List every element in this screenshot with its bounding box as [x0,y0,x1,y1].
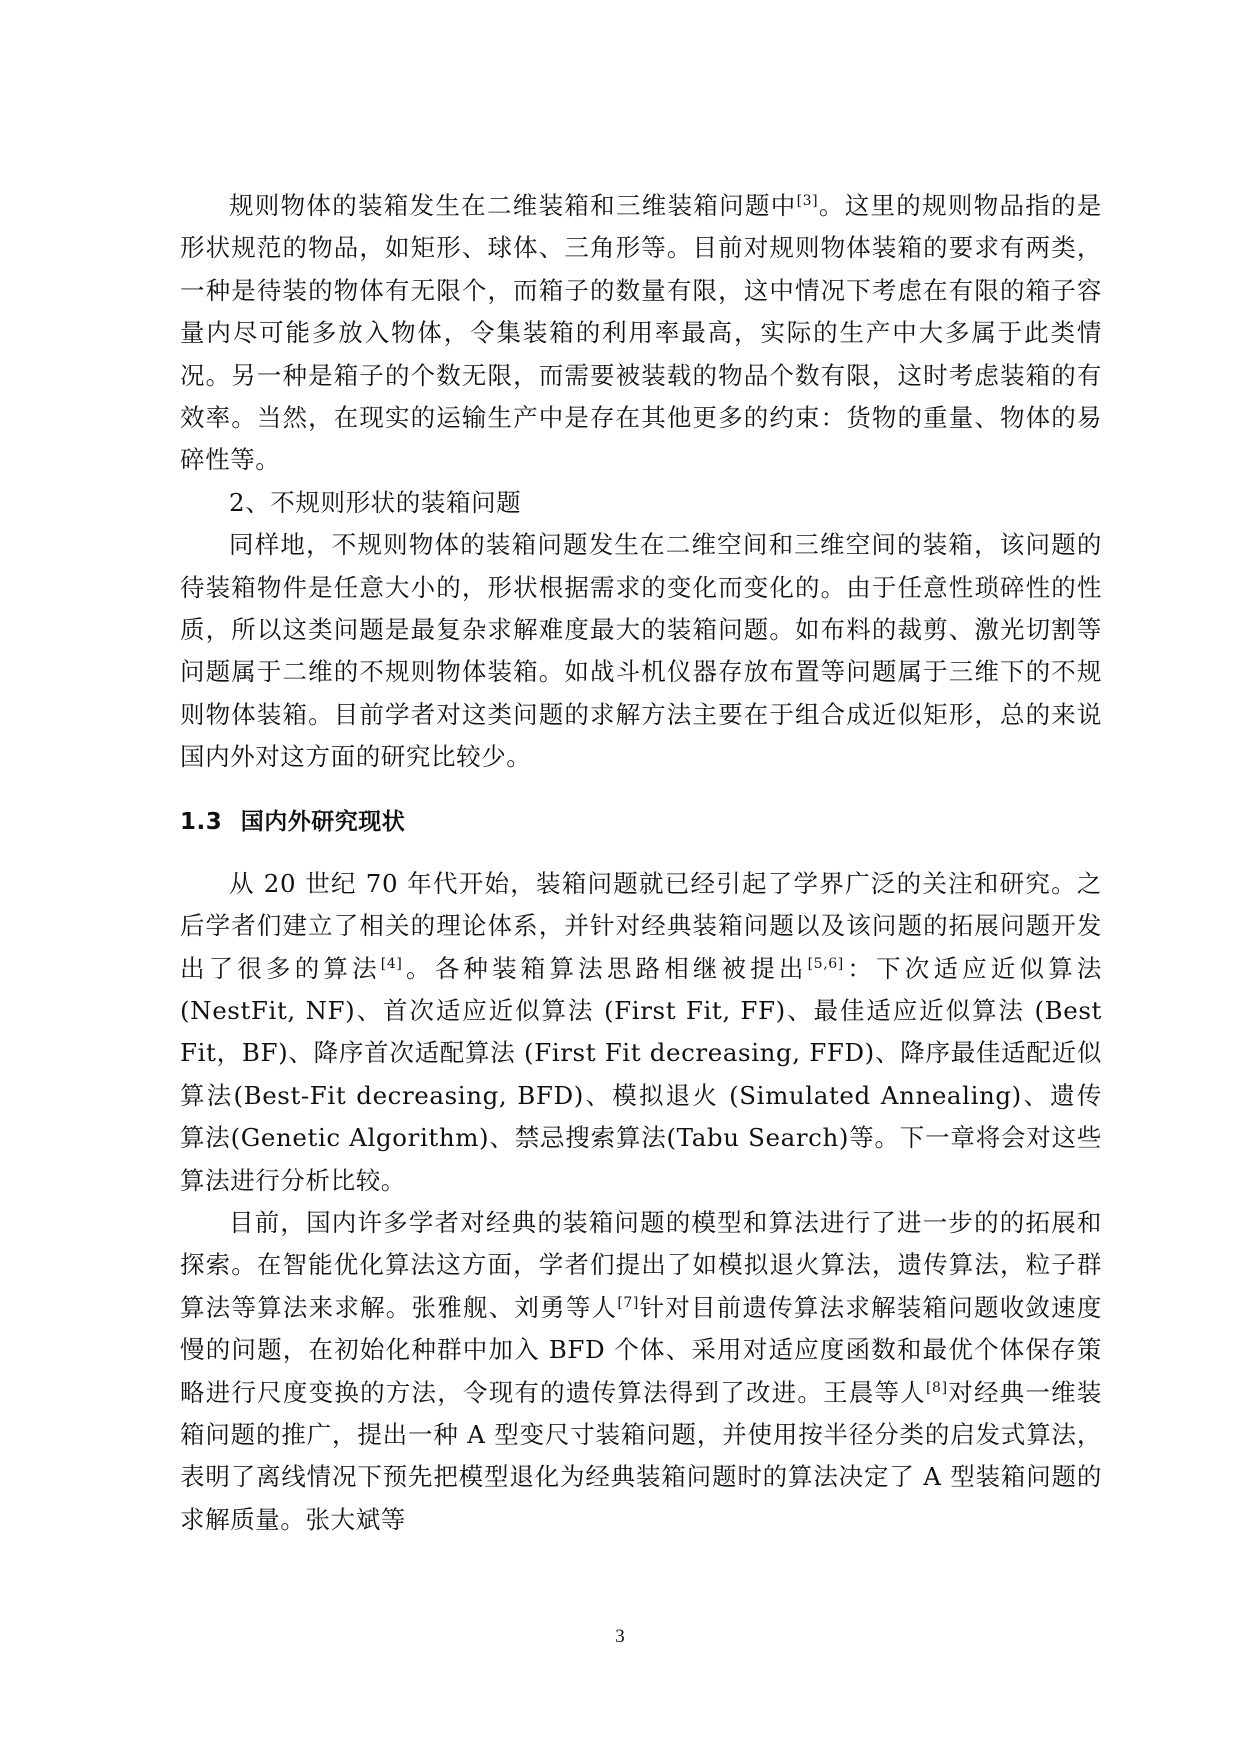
section-title: 国内外研究现状 [240,808,406,835]
citation-ref: [5,6] [807,955,844,972]
citation-ref: [7] [617,1294,639,1311]
document-page [180,185,1102,1541]
body-text-block-2 [180,863,1102,1542]
citation-ref: [4] [380,955,403,972]
paragraph-p4: 从 20 世纪 70 年代开始，装箱问题就已经引起了学界广泛的关注和研究。之后学者们建立了相关的理论体系，并针对经典装箱问题以及该问题的拓展问题开发出了很多的算法[4]。各种装箱算法思路相继被提出[5,6]：下次适应近似算法(NestFit, NF)、首次适应近似算法 (First Fit, FF)、最佳适应近似算法 (Best Fit，BF)、降序首次适配算法 (First Fit decreasing, FFD)、降序最佳适配近似算法(Best-Fit decreasing, BFD)、模拟退火 (Simulated Annealing)、遗传算法(Genetic Algorithm)、禁忌搜索算法(Tabu Search)等。下一章将会对这些算法进行分析比较。 [180,868,1102,1195]
paragraph-p5: 目前，国内许多学者对经典的装箱问题的模型和算法进行了进一步的的拓展和探索。在智能优化算法这方面，学者们提出了如模拟退火算法，遗传算法，粒子群算法等算法来求解。张雅舰、刘勇等人[7]针对目前遗传算法求解装箱问题收敛速度慢的问题，在初始化种群中加入 BFD 个体、采用对适应度函数和最优个体保存策略进行尺度变换的方法，令现有的遗传算法得到了改进。王晨等人[8]对经典一维装箱问题的推广，提出一种 A 型变尺寸装箱问题，并使用按半径分类的启发式算法，表明了离线情况下预先把模型退化为经典装箱问题时的算法决定了 A 型装箱问题的求解质量。张大斌等 [180,1207,1102,1534]
citation-ref: [3] [796,193,819,209]
body-text-block-1 [180,185,1102,779]
section-heading [180,801,1102,843]
paragraph-p1: 规则物体的装箱发生在二维装箱和三维装箱问题中[3]。这里的规则物品指的是形状规范的物品，如矩形、球体、三角形等。目前对规则物体装箱的要求有两类，一种是待装的物体有无限个，而箱子的数量有限，这中情况下考虑在有限的箱子容量内尽可能多放入物体，令集装箱的利用率最高，实际的生产中大多属于此类情况。另一种是箱子的个数无限，而需要被装载的物品个数有限，这时考虑装箱的有效率。当然，在现实的运输生产中是存在其他更多的约束：货物的重量、物体的易碎性等。 [180,191,1102,475]
paragraph-p3: 同样地，不规则物体的装箱问题发生在二维空间和三维空间的装箱，该问题的待装箱物件是任意大小的，形状根据需求的变化而变化的。由于任意性琐碎性的性质，所以这类问题是最复杂求解难度最大的装箱问题。如布料的裁剪、激光切割等问题属于二维的不规则物体装箱。如战斗机仪器存放布置等问题属于三维下的不规则物体装箱。目前学者对这类问题的求解方法主要在于组合成近似矩形，总的来说国内外对这方面的研究比较少。 [180,530,1102,772]
page-number: 3 [615,1626,625,1647]
citation-ref: [8] [926,1379,948,1396]
section-number: 1.3 [180,808,223,835]
paragraph-p2: 2、不规则形状的装箱问题 [229,487,522,517]
